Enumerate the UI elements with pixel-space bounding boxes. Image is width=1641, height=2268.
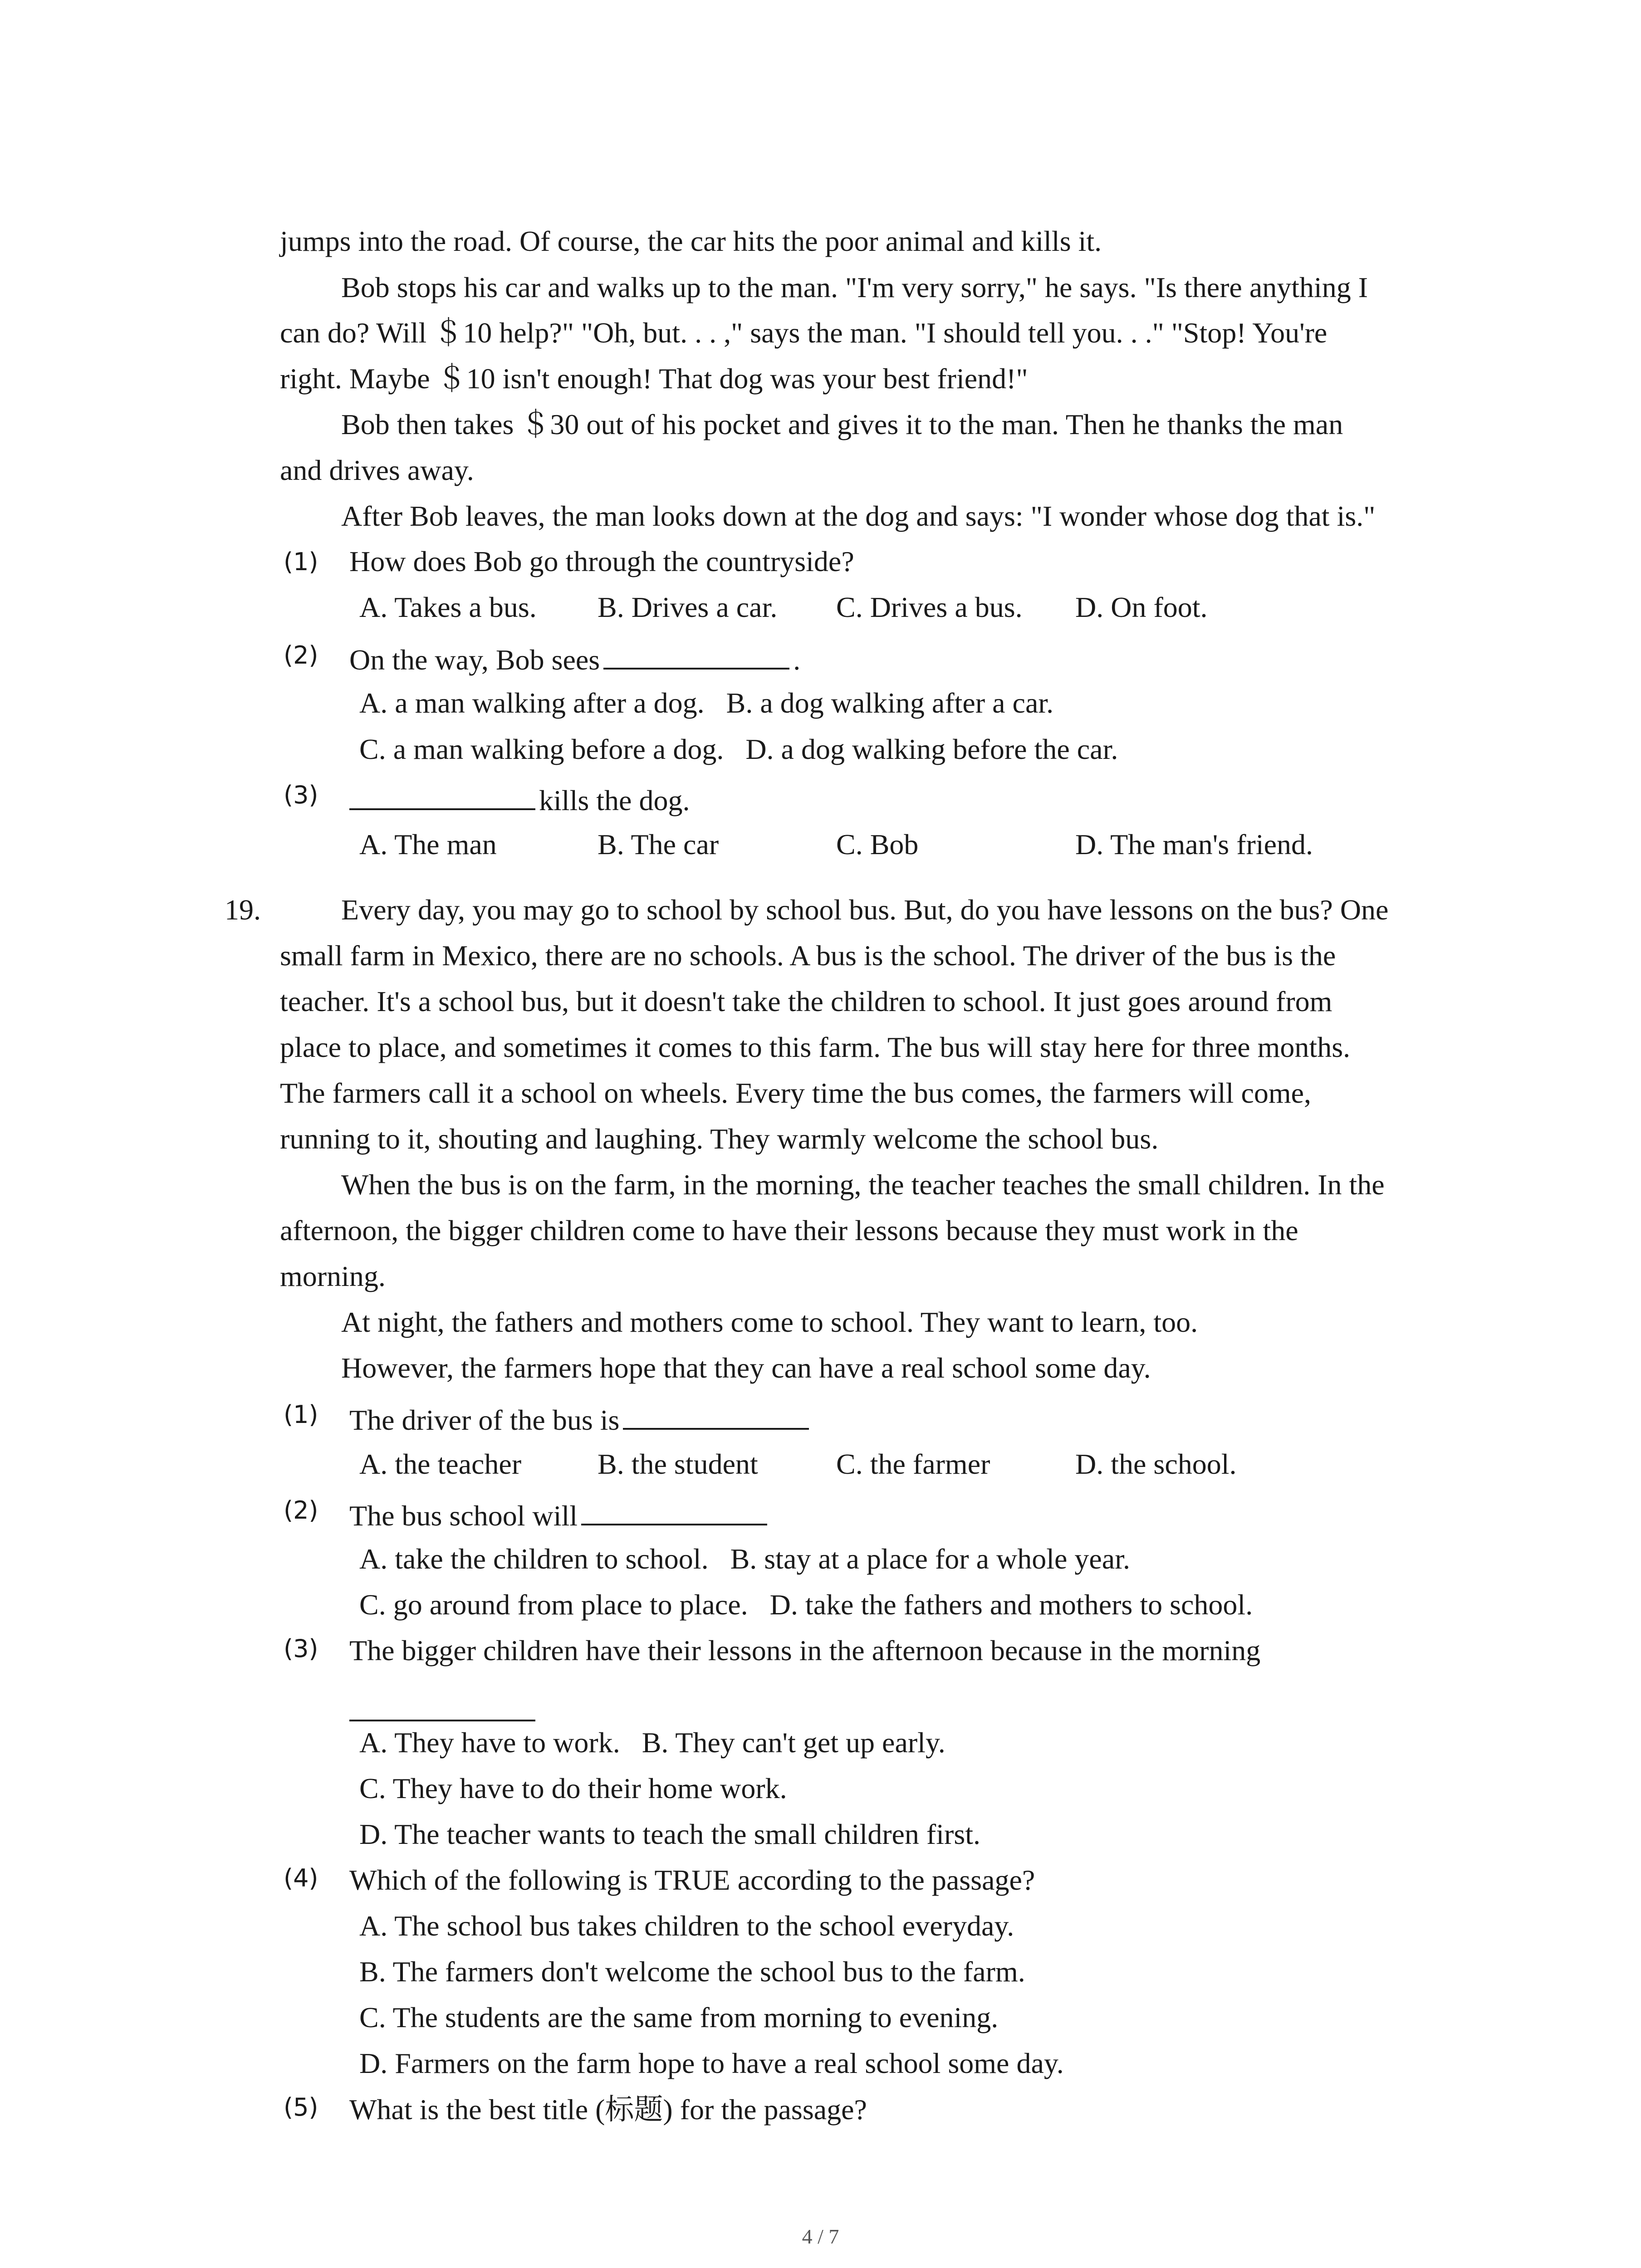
answer-blank-line <box>349 1694 539 1726</box>
passage-18-line: and drives away. <box>280 454 474 486</box>
question-stem: The bigger children have their lessons in the afternoon because in the morning <box>349 1634 1261 1667</box>
question-number: (4) <box>284 1864 318 1892</box>
passage-19-line: small farm in Mexico, there are no schools. A bus is the school. The driver of the bus is the <box>280 939 1336 972</box>
option-line[interactable]: C. They have to do their home work. <box>359 1772 787 1804</box>
passage-18-line: Bob stops his car and walks up to the man. "I'm very sorry," he says. "Is there anything I <box>341 271 1368 303</box>
passage-19-line: When the bus is on the farm, in the morning, the teacher teaches the small children. In the <box>341 1168 1385 1201</box>
passage-19-line: afternoon, the bigger children come to have their lessons because they must work in the <box>280 1214 1298 1246</box>
option-line[interactable]: A. They have to work. B. They can't get up early. <box>359 1726 945 1759</box>
stem-text: The bus school will <box>349 1500 578 1532</box>
question-stem <box>349 642 800 675</box>
option-line[interactable]: A. The school bus takes children to the school everyday. <box>359 1910 1014 1942</box>
passage-19-line: running to it, shouting and laughing. They warmly welcome the school bus. <box>280 1123 1159 1155</box>
passage-19-line: teacher. It's a school bus, but it doesn't take the children to school. It just goes around from <box>280 985 1332 1017</box>
passage-18-line: right. Maybe ＄10 isn't enough! That dog was your best friend!" <box>280 362 1028 395</box>
question-group-number: 19. <box>225 894 261 926</box>
answer-blank[interactable] <box>623 1403 809 1430</box>
option-c[interactable]: C. Drives a bus. <box>836 591 1023 623</box>
option-line[interactable]: D. Farmers on the farm hope to have a real school some day. <box>359 2047 1064 2079</box>
page-number: 4 / 7 <box>802 2225 839 2248</box>
stem-text: The driver of the bus is <box>349 1404 620 1436</box>
passage-19-line: Every day, you may go to school by school bus. But, do you have lessons on the bus? One <box>341 894 1389 926</box>
passage-19-line: place to place, and sometimes it comes to this farm. The bus will stay here for three months. <box>280 1031 1351 1063</box>
option-line[interactable]: D. The teacher wants to teach the small children first. <box>359 1818 980 1850</box>
answer-blank[interactable] <box>603 642 789 670</box>
question-stem <box>349 1498 771 1530</box>
question-number: (2) <box>284 641 318 670</box>
option-b[interactable]: B. Drives a car. <box>598 591 778 623</box>
option-d[interactable]: D. the school. <box>1075 1448 1237 1480</box>
stem-text: On the way, Bob sees <box>349 644 600 676</box>
option-line[interactable]: C. The students are the same from morning to evening. <box>359 2001 999 2033</box>
option-line[interactable]: A. a man walking after a dog. B. a dog walking after a car. <box>359 687 1054 719</box>
passage-19-line: The farmers call it a school on wheels. Every time the bus comes, the farmers will come, <box>280 1077 1312 1109</box>
question-stem: How does Bob go through the countryside? <box>349 545 854 577</box>
option-b[interactable]: B. the student <box>598 1448 758 1480</box>
answer-blank[interactable] <box>349 783 535 810</box>
question-number: (3) <box>284 781 318 809</box>
option-a[interactable]: A. Takes a bus. <box>359 591 537 623</box>
question-stem: What is the best title (标题) for the passage? <box>349 2093 867 2126</box>
option-line[interactable]: B. The farmers don't welcome the school bus to the farm. <box>359 1955 1025 1988</box>
answer-blank[interactable] <box>349 1694 535 1721</box>
question-number: (2) <box>284 1496 318 1525</box>
option-c[interactable]: C. the farmer <box>836 1448 990 1480</box>
answer-blank[interactable] <box>581 1498 767 1525</box>
option-line[interactable]: A. take the children to school. B. stay at a place for a whole year. <box>359 1543 1130 1575</box>
passage-19-line: At night, the fathers and mothers come to school. They want to learn, too. <box>341 1306 1198 1338</box>
passage-18-line: After Bob leaves, the man looks down at the dog and says: "I wonder whose dog that is." <box>341 500 1376 532</box>
option-c[interactable]: C. Bob <box>836 828 919 860</box>
option-line[interactable]: C. go around from place to place. D. take the fathers and mothers to school. <box>359 1589 1253 1621</box>
question-number: (1) <box>284 1400 318 1429</box>
question-number: (3) <box>284 1634 318 1663</box>
option-line[interactable]: C. a man walking before a dog. D. a dog walking before the car. <box>359 733 1118 765</box>
question-stem <box>349 783 690 815</box>
question-number: (5) <box>284 2093 318 2121</box>
option-d[interactable]: D. The man's friend. <box>1075 828 1313 860</box>
question-number: (1) <box>284 547 318 576</box>
passage-19-line: morning. <box>280 1260 386 1292</box>
question-stem: Which of the following is TRUE according to the passage? <box>349 1864 1035 1896</box>
option-b[interactable]: B. The car <box>598 828 719 860</box>
stem-text: . <box>793 644 801 676</box>
stem-text: kills the dog. <box>539 784 690 816</box>
passage-19-line: However, the farmers hope that they can have a real school some day. <box>341 1352 1151 1384</box>
passage-18-line: Bob then takes ＄30 out of his pocket and gives it to the man. Then he thanks the man <box>341 408 1343 440</box>
question-stem <box>349 1403 813 1435</box>
passage-18-line: jumps into the road. Of course, the car hits the poor animal and kills it. <box>280 225 1102 257</box>
passage-18-line: can do? Will ＄10 help?" "Oh, but. . . ," says the man. "I should tell you. . ." "Stop! You're <box>280 317 1327 349</box>
option-a[interactable]: A. The man <box>359 828 497 860</box>
option-a[interactable]: A. the teacher <box>359 1448 522 1480</box>
option-d[interactable]: D. On foot. <box>1075 591 1208 623</box>
